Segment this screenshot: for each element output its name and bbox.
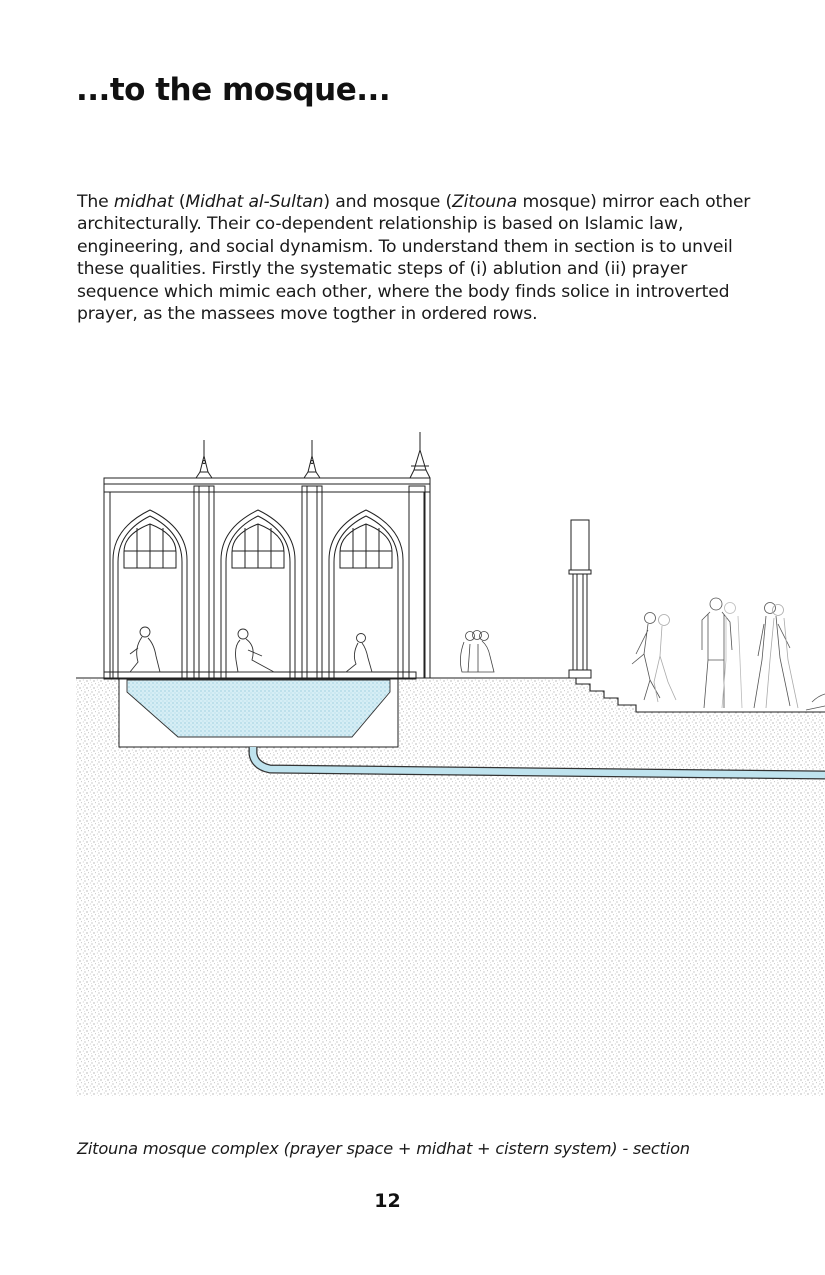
arch-window-3 — [329, 510, 403, 678]
arch-window-2 — [221, 510, 295, 678]
finial-3 — [410, 432, 430, 478]
finial-2 — [304, 440, 320, 478]
finial-1 — [196, 440, 212, 478]
intro-text-2: ( — [173, 192, 186, 212]
courtyard-column — [569, 520, 591, 678]
figure-group-walking — [632, 598, 825, 710]
figure-praying-3 — [346, 634, 372, 673]
intro-text-4: mosque) mirror each other architecturally. Their co-dependent relationship is based on Islamic law, engineering, and social dynamism. To understand them in section is to unveil these qualities. Firstly the systematic steps of (i) ablution and (ii) prayer sequence which mimic each other, where the body finds solice in introverted prayer, as the massees move togther in ordered rows. — [77, 192, 751, 325]
figure-caption: Zitouna mosque complex (prayer space + midhat + cistern system) - section — [77, 1139, 690, 1158]
page-title: ...to the mosque... — [76, 72, 391, 108]
section-drawing — [0, 410, 825, 1100]
intro-text-1: The — [77, 192, 114, 212]
intro-term-zitouna: Zitouna — [452, 192, 518, 212]
page-number: 12 — [374, 1190, 401, 1212]
figure-praying-1 — [130, 627, 160, 672]
mosque-facade — [104, 432, 430, 679]
arch-window-1 — [113, 510, 187, 678]
intro-text-3: ) and mosque ( — [323, 192, 453, 212]
figure-group-seated — [460, 631, 494, 673]
intro-term-midhat-al-sultan: Midhat al-Sultan — [185, 192, 324, 212]
intro-term-midhat: midhat — [113, 192, 174, 212]
intro-paragraph — [77, 191, 757, 325]
figure-praying-2 — [236, 629, 275, 672]
